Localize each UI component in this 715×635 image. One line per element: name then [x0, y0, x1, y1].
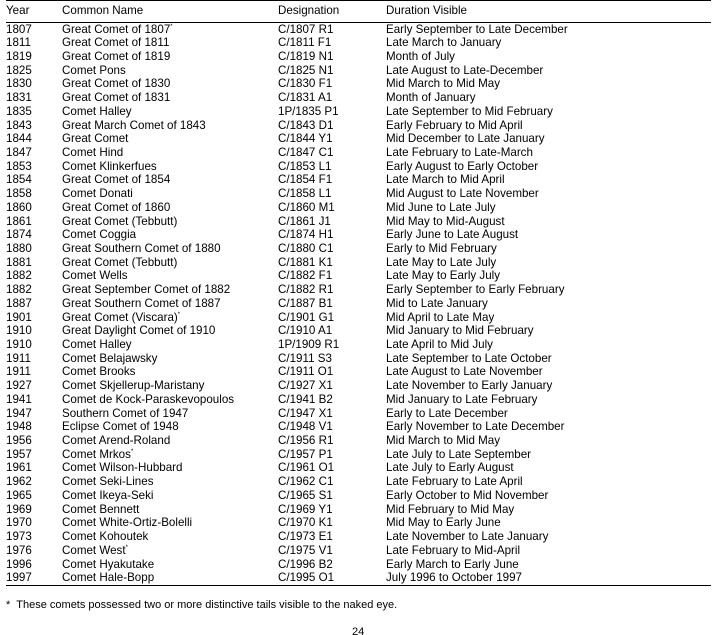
cell-year: 1844: [6, 132, 32, 146]
cell-designation: C/1882 F1: [278, 269, 333, 283]
footnote-marker: *: [125, 544, 128, 551]
cell-designation: C/1860 M1: [278, 200, 335, 214]
cell-year: 1962: [6, 475, 32, 489]
cell-duration-visible: Late February to Late-March: [386, 145, 533, 159]
table-row: [6, 461, 711, 475]
table-row: [6, 228, 711, 242]
comet-name: Comet Hind: [62, 145, 124, 159]
cell-year: 1970: [6, 516, 32, 530]
cell-duration-visible: Late May to Late July: [386, 255, 497, 269]
table-row: [6, 448, 711, 462]
comet-name: Great Comet of 1819: [62, 49, 171, 63]
cell-duration-visible: Late May to Early July: [386, 269, 501, 283]
cell-year: 1976: [6, 543, 32, 557]
comet-name: Comet Halley: [62, 104, 132, 118]
cell-year: 1969: [6, 502, 32, 516]
comet-name: Comet Belajawsky: [62, 351, 158, 365]
cell-year: 1996: [6, 557, 32, 571]
cell-designation: C/1927 X1: [278, 379, 333, 393]
comet-name: Eclipse Comet of 1948: [62, 420, 179, 434]
cell-designation: C/1861 J1: [278, 214, 331, 228]
table-row: [6, 558, 711, 572]
cell-duration-visible: Late February to Mid-April: [386, 543, 521, 557]
cell-designation: C/1947 X1: [278, 406, 333, 420]
cell-designation: 1P/1909 R1: [278, 338, 340, 352]
cell-common-name: [62, 434, 278, 448]
cell-common-name: [62, 173, 278, 187]
cell-common-name: [62, 228, 278, 242]
cell-designation: C/1880 C1: [278, 241, 334, 255]
cell-common-name: [62, 311, 278, 325]
cell-common-name: [62, 64, 278, 78]
cell-year: 1887: [6, 296, 32, 310]
cell-common-name: [62, 132, 278, 146]
table-row: [6, 132, 711, 146]
cell-year: 1847: [6, 145, 32, 159]
comet-name: Great Southern Comet of 1887: [62, 296, 221, 310]
cell-common-name: [62, 119, 278, 133]
comet-name: Comet Klinkerfues: [62, 159, 157, 173]
table-row: [6, 269, 711, 283]
footnote-marker: *: [130, 448, 134, 455]
comet-name: Comet Pons: [62, 63, 126, 77]
comet-name: Comet Mrkos: [62, 447, 131, 461]
cell-designation: C/1965 S1: [278, 488, 333, 502]
cell-common-name: [62, 503, 278, 517]
cell-common-name: [62, 50, 278, 64]
table-row: [6, 379, 711, 393]
cell-designation: C/1874 H1: [278, 228, 334, 242]
cell-designation: C/1961 O1: [278, 461, 335, 475]
cell-common-name: [62, 461, 278, 475]
table-body: [6, 22, 711, 585]
cell-designation: C/1973 E1: [278, 530, 333, 544]
cell-designation: C/1910 A1: [278, 324, 333, 338]
cell-common-name: [62, 215, 278, 229]
cell-duration-visible: Late September to Late October: [386, 351, 552, 365]
table-row: [6, 215, 711, 229]
cell-year: 1831: [6, 91, 32, 105]
cell-common-name: [62, 105, 278, 119]
cell-duration-visible: Mid March to Mid May: [386, 77, 501, 91]
cell-designation: C/1970 K1: [278, 516, 333, 530]
cell-year: 1911: [6, 365, 31, 379]
cell-common-name: [62, 407, 278, 421]
table-row: [6, 91, 711, 105]
comet-name: Comet de Kock-Paraskevopoulos: [62, 392, 235, 406]
comet-name: Great Comet of 1830: [62, 77, 171, 91]
comet-name: Comet Kohoutek: [62, 530, 149, 544]
table-row: [6, 489, 711, 503]
comet-name: Great March Comet of 1843: [62, 118, 206, 132]
cell-duration-visible: Mid May to Early June: [386, 516, 501, 530]
comet-name: Comet Wells: [62, 269, 128, 283]
cell-duration-visible: Late July to Early August: [386, 461, 514, 475]
footnote-text: These comets possessed two or more distinctive tails visible to the naked eye.: [16, 599, 398, 611]
cell-designation: C/1911 O1: [278, 365, 334, 379]
table-row: [6, 544, 711, 558]
cell-duration-visible: Late August to Late November: [386, 365, 543, 379]
cell-year: 1961: [6, 461, 32, 475]
cell-designation: C/1807 R1: [278, 22, 334, 36]
comet-name: Great Comet of 1811: [62, 36, 170, 50]
cell-designation: C/1853 L1: [278, 159, 332, 173]
comet-name: Comet White-Ortiz-Bolelli: [62, 516, 193, 530]
cell-duration-visible: Early June to Late August: [386, 228, 519, 242]
cell-duration-visible: Late March to Mid April: [386, 173, 505, 187]
cell-duration-visible: July 1996 to October 1997: [386, 571, 522, 585]
cell-designation: C/1975 V1: [278, 543, 333, 557]
cell-duration-visible: Mid April to Late May: [386, 310, 495, 324]
cell-designation: C/1847 C1: [278, 145, 334, 159]
cell-designation: C/1819 N1: [278, 49, 334, 63]
cell-duration-visible: Mid May to Mid-August: [386, 214, 505, 228]
cell-year: 1825: [6, 63, 32, 77]
footnote-marker: *: [177, 311, 181, 318]
cell-common-name: [62, 22, 278, 36]
comet-name: Great Daylight Comet of 1910: [62, 324, 216, 338]
cell-designation: C/1831 A1: [278, 91, 333, 105]
cell-designation: 1P/1835 P1: [278, 104, 339, 118]
cell-year: 1874: [6, 228, 32, 242]
cell-designation: C/1957 P1: [278, 447, 333, 461]
comet-name: Comet Hyakutake: [62, 557, 155, 571]
cell-common-name: [62, 146, 278, 160]
cell-designation: C/1956 R1: [278, 434, 334, 448]
cell-year: 1911: [6, 351, 31, 365]
table-row: [6, 324, 711, 338]
cell-common-name: [62, 489, 278, 503]
cell-common-name: [62, 475, 278, 489]
table-row: [6, 283, 711, 297]
page-number: 24: [352, 627, 365, 635]
cell-common-name: [62, 571, 278, 585]
cell-year: 1965: [6, 488, 32, 502]
cell-year: 1830: [6, 77, 32, 91]
cell-duration-visible: Early September to Late December: [386, 22, 568, 36]
cell-duration-visible: Late February to Late April: [386, 475, 523, 489]
cell-year: 1882: [6, 269, 32, 283]
cell-common-name: [62, 187, 278, 201]
cell-year: 1927: [6, 379, 32, 393]
cell-designation: C/1844 Y1: [278, 132, 333, 146]
comet-name: Comet Arend-Roland: [62, 434, 171, 448]
cell-duration-visible: Month of January: [386, 91, 476, 105]
cell-common-name: [62, 558, 278, 572]
cell-designation: C/1830 F1: [278, 77, 333, 91]
comet-name: Great Comet of 1831: [62, 91, 171, 105]
comet-name: Comet Bennett: [62, 502, 140, 516]
cell-common-name: [62, 160, 278, 174]
cell-designation: C/1941 B2: [278, 392, 333, 406]
cell-designation: C/1882 R1: [278, 283, 334, 297]
comet-name: Great Comet (Tebbutt): [62, 214, 178, 228]
header-year: Year: [6, 1, 62, 22]
footnote-mark: *: [6, 599, 11, 611]
cell-common-name: [62, 530, 278, 544]
comet-name: Great Comet (Viscara): [62, 310, 178, 324]
cell-year: 1819: [6, 49, 32, 63]
cell-common-name: [62, 393, 278, 407]
cell-duration-visible: Late August to Late-December: [386, 63, 544, 77]
cell-year: 1854: [6, 173, 32, 187]
comet-name: Comet Brooks: [62, 365, 136, 379]
cell-designation: C/1969 Y1: [278, 502, 333, 516]
cell-duration-visible: Mid June to Late July: [386, 200, 496, 214]
header-duration-visible: Duration Visible: [386, 1, 711, 22]
cell-designation: C/1996 B2: [278, 557, 333, 571]
table-row: [6, 64, 711, 78]
cell-common-name: [62, 36, 278, 50]
table-row: [6, 338, 711, 352]
cell-duration-visible: Early August to Early October: [386, 159, 539, 173]
cell-designation: C/1854 F1: [278, 173, 333, 187]
cell-year: 1861: [6, 214, 32, 228]
table-row: [6, 256, 711, 270]
comet-name: Great Comet of 1860: [62, 200, 171, 214]
table-row: [6, 530, 711, 544]
cell-year: 1901: [6, 310, 32, 324]
cell-duration-visible: Mid January to Late February: [386, 392, 538, 406]
header-designation: Designation: [278, 1, 386, 22]
table-row: [6, 50, 711, 64]
document: [6, 0, 711, 586]
table-row: [6, 420, 711, 434]
cell-common-name: [62, 324, 278, 338]
cell-duration-visible: Early October to Mid November: [386, 488, 549, 502]
cell-designation: C/1948 V1: [278, 420, 333, 434]
header-common-name: Common Name: [62, 1, 278, 22]
cell-duration-visible: Late April to Mid July: [386, 338, 493, 352]
cell-duration-visible: Early November to Late December: [386, 420, 565, 434]
cell-common-name: [62, 269, 278, 283]
cell-designation: C/1858 L1: [278, 187, 332, 201]
cell-designation: C/1811 F1: [278, 36, 332, 50]
cell-duration-visible: Mid December to Late January: [386, 132, 545, 146]
table-row: [6, 407, 711, 421]
comet-name: Great Comet (Tebbutt): [62, 255, 178, 269]
cell-common-name: [62, 516, 278, 530]
comet-table-container: [6, 0, 711, 586]
comet-name: Great September Comet of 1882: [62, 283, 231, 297]
comet-name: Comet Wilson-Hubbard: [62, 461, 183, 475]
table-row: [6, 146, 711, 160]
cell-common-name: [62, 297, 278, 311]
cell-duration-visible: Mid February to Mid May: [386, 502, 515, 516]
cell-duration-visible: Late July to Late September: [386, 447, 532, 461]
comet-name: Comet Coggia: [62, 228, 137, 242]
footnote: [6, 599, 397, 611]
cell-duration-visible: Early to Late December: [386, 406, 508, 420]
cell-duration-visible: Late March to January: [386, 36, 502, 50]
cell-duration-visible: Early March to Early June: [386, 557, 519, 571]
cell-common-name: [62, 283, 278, 297]
cell-common-name: [62, 365, 278, 379]
cell-designation: C/1962 C1: [278, 475, 334, 489]
cell-designation: C/1995 O1: [278, 571, 335, 585]
cell-year: 1941: [6, 392, 32, 406]
table-row: [6, 571, 711, 585]
cell-year: 1880: [6, 241, 32, 255]
cell-designation: C/1887 B1: [278, 296, 333, 310]
cell-common-name: [62, 91, 278, 105]
table-row: [6, 393, 711, 407]
cell-year: 1853: [6, 159, 32, 173]
cell-common-name: [62, 338, 278, 352]
table-row: [6, 516, 711, 530]
table-row: [6, 187, 711, 201]
table-row: [6, 311, 711, 325]
footnote-marker: *: [170, 23, 173, 30]
cell-year: 1957: [6, 447, 32, 461]
comet-name: Southern Comet of 1947: [62, 406, 189, 420]
comet-name: Great Comet: [62, 132, 129, 146]
table-row: [6, 352, 711, 366]
cell-common-name: [62, 256, 278, 270]
comet-name: Comet Seki-Lines: [62, 475, 154, 489]
comet-name: Comet Skjellerup-Maristany: [62, 379, 205, 393]
cell-year: 1910: [6, 338, 32, 352]
table-row: [6, 242, 711, 256]
cell-common-name: [62, 352, 278, 366]
cell-year: 1835: [6, 104, 32, 118]
cell-common-name: [62, 448, 278, 462]
cell-duration-visible: Late November to Late January: [386, 530, 549, 544]
table-header-row: [6, 1, 711, 22]
cell-year: 1973: [6, 530, 32, 544]
cell-year: 1910: [6, 324, 32, 338]
cell-common-name: [62, 242, 278, 256]
cell-year: 1858: [6, 187, 32, 201]
cell-year: 1881: [6, 255, 32, 269]
cell-common-name: [62, 77, 278, 91]
cell-common-name: [62, 420, 278, 434]
comet-name: Comet Hale-Bopp: [62, 571, 155, 585]
cell-year: 1997: [6, 571, 32, 585]
table-row: [6, 475, 711, 489]
cell-year: 1956: [6, 434, 32, 448]
table-row: [6, 297, 711, 311]
cell-duration-visible: Month of July: [386, 49, 455, 63]
cell-duration-visible: Early February to Mid April: [386, 118, 523, 132]
comet-name: Great Comet of 1807: [62, 22, 171, 36]
cell-year: 1947: [6, 406, 32, 420]
cell-year: 1843: [6, 118, 32, 132]
comet-name: Comet Halley: [62, 338, 132, 352]
comet-name: Great Comet of 1854: [62, 173, 171, 187]
comet-name: Comet Ikeya-Seki: [62, 488, 154, 502]
cell-duration-visible: Mid to Late January: [386, 296, 488, 310]
cell-year: 1882: [6, 283, 32, 297]
cell-duration-visible: Mid August to Late November: [386, 187, 539, 201]
cell-year: 1860: [6, 200, 32, 214]
cell-common-name: [62, 544, 278, 558]
cell-duration-visible: Mid March to Mid May: [386, 434, 501, 448]
table-row: [6, 77, 711, 91]
table-row: [6, 201, 711, 215]
comet-name: Comet West: [62, 543, 126, 557]
cell-designation: C/1881 K1: [278, 255, 333, 269]
comet-name: Comet Donati: [62, 187, 133, 201]
cell-year: 1807: [6, 22, 32, 36]
comet-name: Great Southern Comet of 1880: [62, 241, 221, 255]
table-row: [6, 22, 711, 36]
comet-table: [6, 1, 711, 585]
table-row: [6, 36, 711, 50]
cell-common-name: [62, 201, 278, 215]
table-row: [6, 503, 711, 517]
table-row: [6, 160, 711, 174]
cell-duration-visible: Early to Mid February: [386, 241, 497, 255]
cell-duration-visible: Late November to Early January: [386, 379, 553, 393]
table-row: [6, 173, 711, 187]
cell-duration-visible: Mid January to Mid February: [386, 324, 534, 338]
cell-year: 1811: [6, 36, 31, 50]
cell-designation: C/1911 S3: [278, 351, 332, 365]
table-row: [6, 105, 711, 119]
table-row: [6, 434, 711, 448]
cell-duration-visible: Late September to Mid February: [386, 104, 553, 118]
cell-duration-visible: Early September to Early February: [386, 283, 565, 297]
table-row: [6, 119, 711, 133]
cell-designation: C/1825 N1: [278, 63, 334, 77]
cell-designation: C/1901 G1: [278, 310, 335, 324]
table-row: [6, 365, 711, 379]
cell-designation: C/1843 D1: [278, 118, 334, 132]
cell-year: 1948: [6, 420, 32, 434]
cell-common-name: [62, 379, 278, 393]
